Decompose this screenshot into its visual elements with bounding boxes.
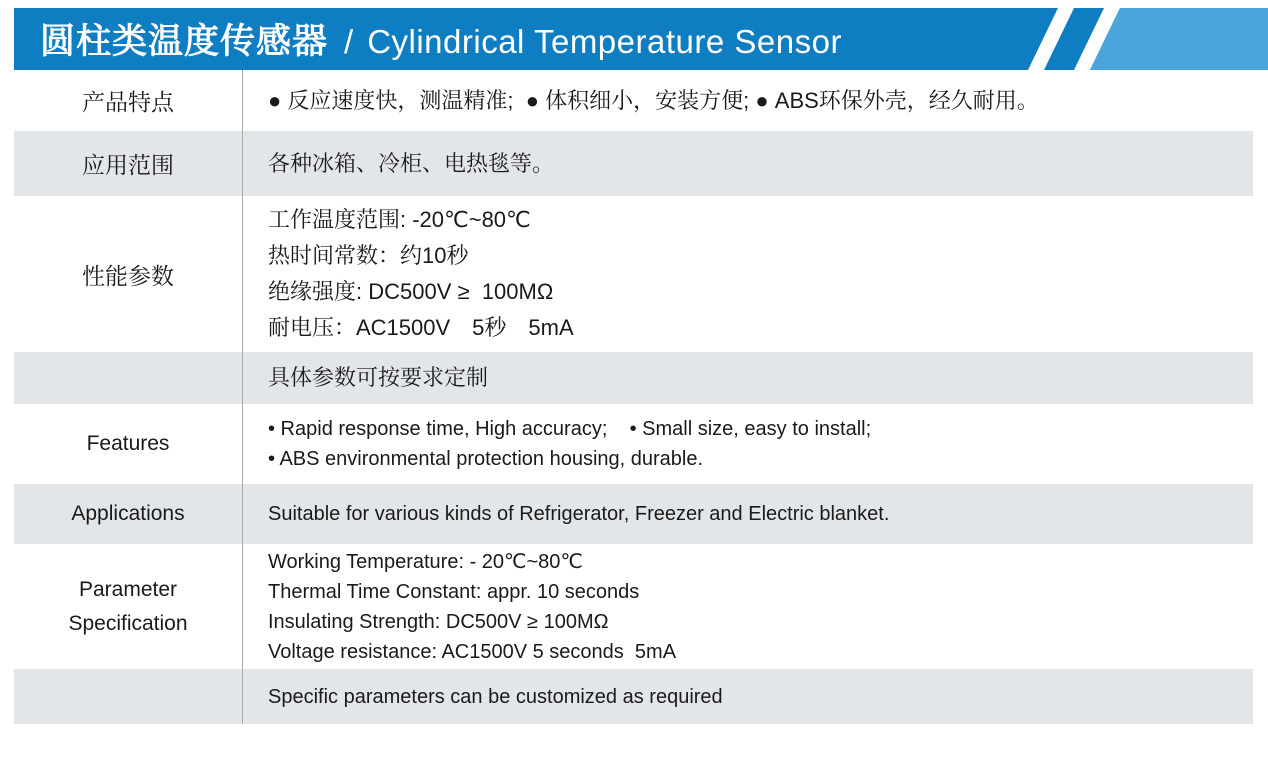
content-line: Suitable for various kinds of Refrigerator, Freezer and Electric blanket.	[268, 503, 890, 525]
row-content	[243, 669, 1253, 724]
title-separator: /	[344, 23, 354, 60]
row-label: 应用范围	[14, 131, 243, 196]
row-applications-english	[14, 484, 1253, 544]
diagonal-stripes-icon	[1028, 8, 1268, 70]
header-banner	[14, 8, 1268, 70]
row-label: Features	[14, 404, 243, 484]
row-content	[243, 196, 1253, 352]
row-label: Applications	[14, 484, 243, 544]
content-line: 具体参数可按要求定制	[268, 365, 489, 390]
content-line: Insulating Strength: DC500V ≥ 100MΩ	[268, 610, 609, 633]
content-line: 绝缘强度: DC500V ≥ 100MΩ	[268, 279, 554, 304]
row-parameter-specification	[14, 544, 1253, 669]
row-label	[14, 669, 243, 724]
row-label: 性能参数	[14, 196, 243, 352]
row-content	[243, 352, 1253, 404]
content-line: Voltage resistance: AC1500V 5 seconds 5mA	[268, 640, 677, 663]
row-label	[14, 352, 243, 404]
content-line: • ABS environmental protection housing, durable.	[268, 448, 704, 470]
content-line: • Rapid response time, High accuracy; • Small size, easy to install;	[268, 418, 872, 440]
content-line: ● 反应速度快，测温精准; ● 体积细小，安装方便; ● ABS环保外壳，经久耐用。	[268, 87, 1039, 113]
row-content	[243, 544, 1253, 669]
row-product-features	[14, 70, 1253, 131]
row-custom-note-english	[14, 669, 1253, 724]
row-label: Parameter Specification	[14, 544, 243, 669]
content-line: 热时间常数：约10秒	[268, 243, 469, 268]
content-line: Specific parameters can be customized as required	[268, 685, 723, 708]
content-line: 各种冰箱、冷柜、电热毯等。	[268, 150, 555, 176]
content-line: 工作温度范围: -20℃~80℃	[268, 207, 531, 232]
page-title-english: Cylindrical Temperature Sensor	[367, 23, 842, 60]
row-content	[243, 131, 1253, 196]
page-title-chinese: 圆柱类温度传感器	[40, 22, 329, 61]
content-line: Thermal Time Constant: appr. 10 seconds	[268, 580, 640, 603]
row-performance-parameters	[14, 196, 1253, 352]
content-line: 耐电压：AC1500V 5秒 5mA	[268, 315, 574, 340]
row-label: 产品特点	[14, 70, 243, 131]
row-content	[243, 484, 1253, 544]
row-content	[243, 70, 1253, 131]
page-title	[14, 14, 842, 64]
spec-table	[14, 70, 1253, 724]
row-custom-note-chinese	[14, 352, 1253, 404]
row-application-range	[14, 131, 1253, 196]
content-line: Working Temperature: - 20℃~80℃	[268, 550, 583, 573]
row-features-english	[14, 404, 1253, 484]
row-content	[243, 404, 1253, 484]
